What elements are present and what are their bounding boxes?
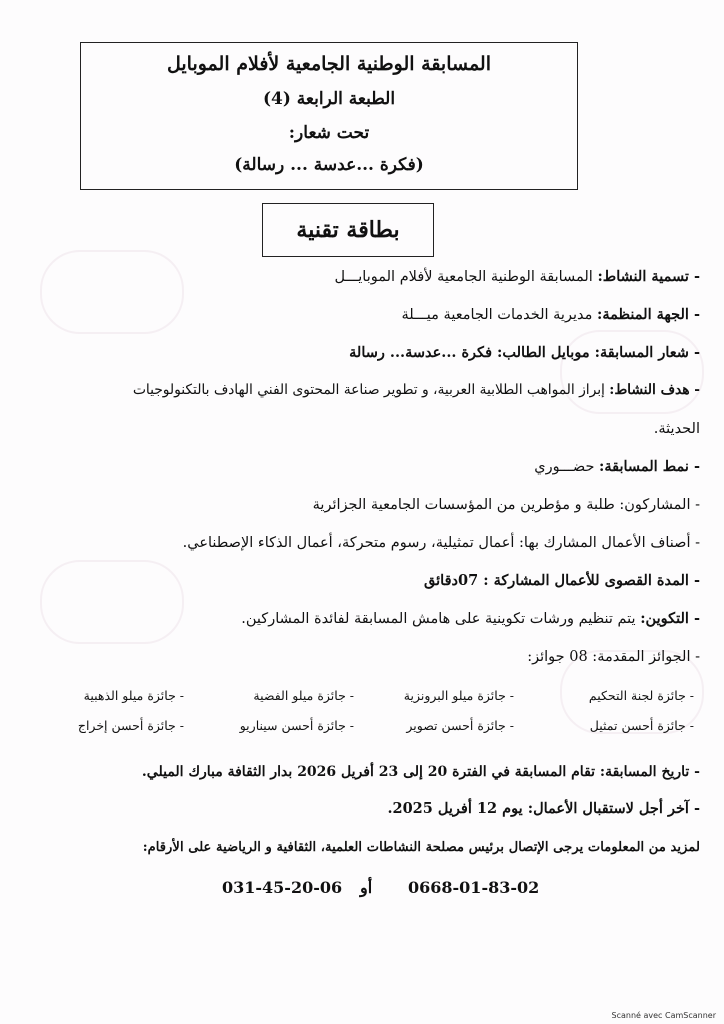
field-label: - الجهة المنظمة: (597, 306, 700, 323)
prize-item: - جائزة ميلو الفضية (253, 688, 354, 703)
scanner-note: Scanné avec CamScanner (611, 1011, 716, 1020)
field-label: - تسمية النشاط: (597, 268, 700, 285)
edition-line: الطبعة الرابعة (4) (262, 89, 396, 109)
field-value: 07دقائق (424, 572, 484, 589)
field-value: - المشاركون: طلبة و مؤطرين من المؤسسات الجامعية الجزائرية (312, 497, 700, 513)
field-participants (313, 496, 700, 513)
slogan-text: (فكرة ...عدسة ... رسالة) (234, 155, 424, 175)
prize-item: - جائزة ميلو البرونزية (403, 688, 514, 703)
prize-label: جائزة ميلو الفضية (253, 688, 346, 703)
field-slogan (349, 344, 700, 361)
field-value: مديرية الخدمات الجامعية ميـــلة (401, 307, 597, 323)
field-prizes (527, 648, 700, 665)
field-activity-name (335, 268, 700, 285)
card-title: بطاقة تقنية (262, 203, 434, 257)
field-label: - هدف النشاط: (609, 382, 700, 398)
field-categories (183, 534, 700, 551)
or-text: أو (360, 878, 373, 897)
field-type (534, 458, 700, 475)
field-label: - التكوين: (640, 610, 700, 627)
field-value: حضـــوري (534, 459, 600, 475)
field-value: فكرة ...عدسة... رسالة (349, 344, 498, 361)
prize-label: جائزة أحسن سيناريو (239, 718, 346, 733)
prize-label: جائزة أحسن تصوير (406, 718, 506, 733)
phone-number-1: 0668-01-83-02 (408, 878, 540, 897)
prize-label: جائزة لجنة التحكيم (588, 688, 686, 703)
field-value: يتم تنظيم ورشات تكوينية على هامش المسابقة لفائدة المشاركين. (241, 611, 641, 627)
watermark-shape (560, 330, 704, 414)
prize-item: - جائزة ميلو الذهبية (83, 688, 184, 703)
competition-date: - تاريخ المسابقة: تقام المسابقة في الفترة 20 إلى 23 أفريل 2026 بدار الثقافة مبارك الميلي. (141, 764, 700, 780)
prize-item: - جائزة أحسن إخراج (77, 718, 184, 733)
field-organizer (401, 306, 700, 323)
field-label: - شعار المسابقة: موبايل الطالب: (497, 344, 700, 361)
prize-item: - جائزة أحسن سيناريو (239, 718, 354, 733)
field-value: إبراز المواهب الطلابية العربية، و تطوير صناعة المحتوى الفني الهادف بالتكنولوجيات (132, 382, 610, 398)
field-label: - المدة القصوى للأعمال المشاركة : (483, 572, 700, 589)
prize-label: جائزة ميلو البرونزية (403, 688, 506, 703)
prize-item: - جائزة أحسن تمثيل (589, 718, 694, 733)
contact-info: لمزيد من المعلومات يرجى الإتصال برئيس مصلحة النشاطات العلمية، الثقافية و الرياضية على الأرقام: (142, 840, 700, 855)
prize-item: - جائزة لجنة التحكيم (588, 688, 694, 703)
header-box (80, 42, 578, 190)
field-training (241, 610, 700, 627)
prize-label: جائزة أحسن تمثيل (589, 718, 686, 733)
field-goal-continued (654, 420, 700, 437)
prize-item: - جائزة أحسن تصوير (406, 718, 514, 733)
phone-number-2: 031-45-20-06 (222, 878, 343, 897)
field-value: - الجوائز المقدمة: 08 جوائز: (527, 649, 700, 665)
watermark-shape (40, 250, 184, 334)
field-goal (133, 382, 700, 398)
slogan-label: تحت شعار: (288, 123, 370, 143)
field-max-duration (424, 572, 700, 589)
prize-label: جائزة أحسن إخراج (77, 718, 176, 733)
submission-deadline: - آخر أجل لاستقبال الأعمال: يوم 12 أفريل 2025. (387, 800, 700, 817)
field-value: - أصناف الأعمال المشارك بها: أعمال تمثيلية، رسوم متحركة، أعمال الذكاء الإصطناعي. (182, 535, 700, 551)
field-value: الحديثة. (653, 421, 700, 437)
watermark-shape (40, 560, 184, 644)
field-label: - نمط المسابقة: (599, 458, 700, 475)
prize-label: جائزة ميلو الذهبية (83, 688, 176, 703)
competition-title: المسابقة الوطنية الجامعية لأفلام الموبايل (166, 53, 492, 75)
field-value: المسابقة الوطنية الجامعية لأفلام الموبايـــل (334, 269, 598, 285)
